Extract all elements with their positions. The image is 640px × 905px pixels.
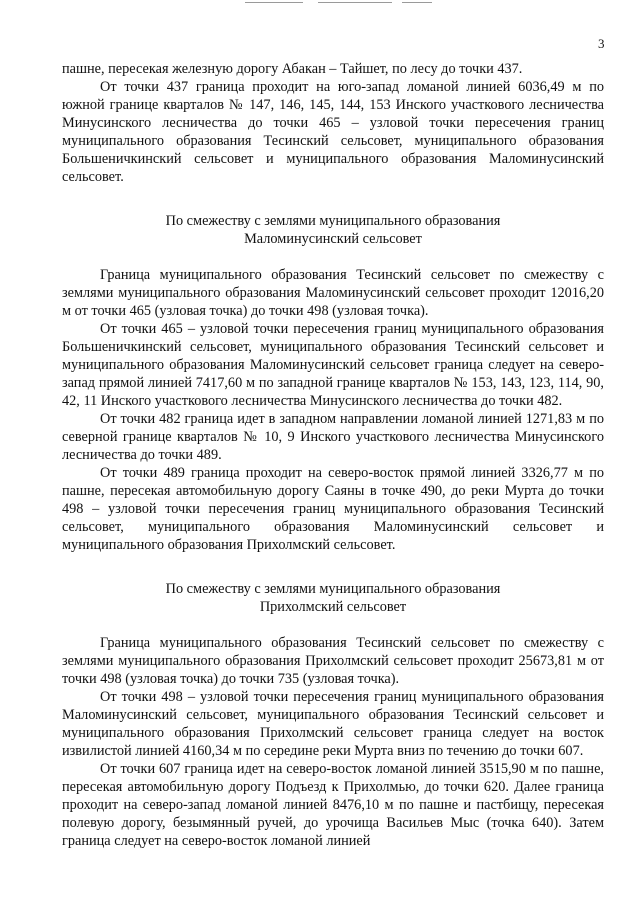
section-heading-line-1: По смежеству с землями муниципального образования	[165, 213, 501, 229]
paragraph-continuation: пашне, пересекая железную дорогу Абакан – Тайшет, по лесу до точки 437.	[62, 61, 523, 77]
scan-artifact-line	[245, 2, 303, 3]
section-heading-line-2: Маломинусинский сельсовет	[244, 231, 422, 247]
section-heading-line-1: По смежеству с землями муниципального образования	[165, 581, 501, 597]
page-number: 3	[598, 36, 605, 51]
scan-artifact-line	[318, 2, 392, 3]
paragraph: Граница муниципального образования Тесинский сельсовет по смежеству с землями муниципального образования Маломинусинский сельсовет проходит 12016,20 м от точки 465 (узловая точка) до точки 498 (узловая точка).	[62, 267, 604, 319]
paragraph: От точки 465 – узловой точки пересечения границ муниципального образования Большеничкинский сельсовет, муниципального образования Тесинский сельсовет и муниципального образования Маломинусинский сельсовет граница следует на северо-запад прямой линией 7417,60 м по западной границе кварталов № 153, 143, 123, 114, 90, 42, 11 Инского участкового лесничества Минусинского лесничества до точки 482.	[62, 321, 604, 409]
document-body	[62, 60, 604, 850]
section-heading-line-2: Прихолмский сельсовет	[259, 599, 407, 615]
scan-artifact-line	[402, 2, 432, 3]
paragraph: От точки 482 граница идет в западном направлении ломаной линией 1271,83 м по северной границе кварталов № 10, 9 Инского участкового лесничества Минусинского лесничества до точки 489.	[62, 411, 604, 463]
paragraph: Граница муниципального образования Тесинский сельсовет по смежеству с землями муниципального образования Прихолмский сельсовет проходит 25673,81 м от точки 498 (узловая точка) до точки 735 (узловая точка).	[62, 635, 604, 687]
paragraph: От точки 489 граница проходит на северо-восток прямой линией 3326,77 м по пашне, пересекая автомобильную дорогу Саяны в точке 490, до реки Мурта до точки 498 – узловой точки пересечения границ муниципального образования Тесинский сельсовет, муниципального образования Маломинусинский сельсовет и муниципального образования Прихолмский сельсовет.	[62, 465, 604, 553]
paragraph: От точки 498 – узловой точки пересечения границ муниципального образования Маломинусинский сельсовет, муниципального образования Тесинский сельсовет и муниципального образования Прихолмский сельсовет граница следует на восток извилистой линией 4160,34 м по середине реки Мурта вниз по течению до точки 607.	[62, 689, 604, 759]
paragraph-point-437: От точки 437 граница проходит на юго-запад ломаной линией 6036,49 м по южной границе кварталов № 147, 146, 145, 144, 153 Инского участкового лесничества Минусинского лесничества до точки 465 – узловой точки пересечения границ муниципального образования Тесинский сельсовет, муниципального образования Большеничкинский сельсовет и муниципального образования Маломинусинский сельсовет.	[62, 79, 604, 185]
paragraph: От точки 607 граница идет на северо-восток ломаной линией 3515,90 м по пашне, пересекая автомобильную дорогу Подъезд к Прихолмью, до точки 620. Далее граница проходит на северо-запад ломаной линией 8476,10 м по пашне и пастбищу, пересекая полевую дорогу, безымянный ручей, до урочища Васильев Мыс (точка 640). Затем граница следует на северо-восток ломаной линией	[62, 761, 604, 849]
